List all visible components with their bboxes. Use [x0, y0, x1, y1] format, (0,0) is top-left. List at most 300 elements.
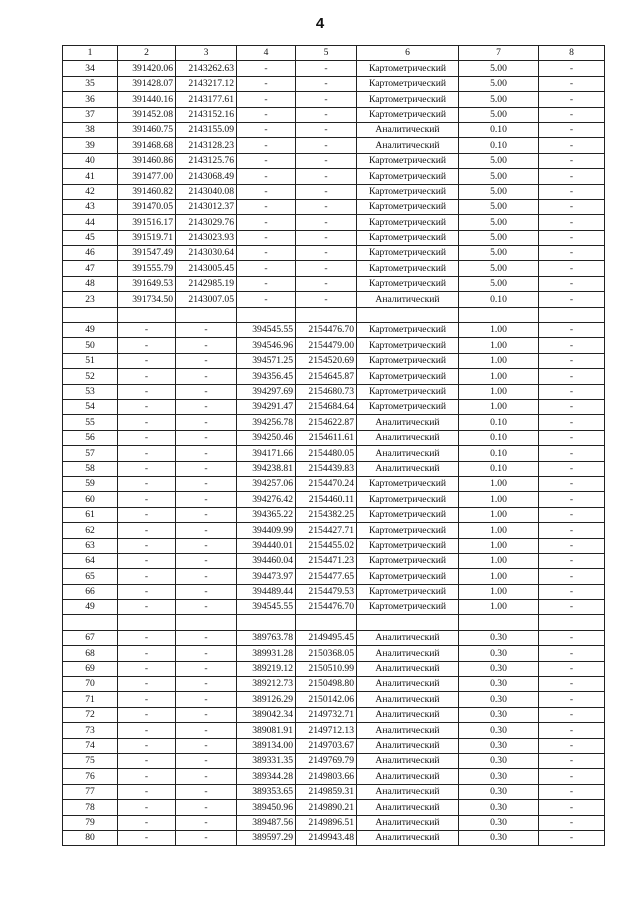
table-cell: 1.00 — [459, 399, 539, 414]
table-cell: 5.00 — [459, 61, 539, 76]
table-cell: 44 — [63, 215, 118, 230]
table-cell: - — [118, 553, 176, 568]
table-cell: 389450.96 — [237, 800, 296, 815]
table-cell: 394440.01 — [237, 538, 296, 553]
table-cell: 2154439.83 — [296, 461, 357, 476]
column-header: 8 — [539, 46, 605, 61]
table-cell: Картометрический — [357, 76, 459, 91]
table-cell: - — [118, 507, 176, 522]
table-cell: 45 — [63, 230, 118, 245]
table-cell: 75 — [63, 753, 118, 768]
table-cell: 39 — [63, 138, 118, 153]
table-cell: - — [176, 661, 237, 676]
table-cell: 5.00 — [459, 107, 539, 122]
table-cell: 1.00 — [459, 338, 539, 353]
table-cell: Картометрический — [357, 523, 459, 538]
table-cell: - — [539, 246, 605, 261]
column-header: 7 — [459, 46, 539, 61]
table-cell: 60 — [63, 492, 118, 507]
table-cell: 2154427.71 — [296, 523, 357, 538]
table-cell: Картометрический — [357, 153, 459, 168]
table-cell: - — [539, 107, 605, 122]
table-cell: - — [118, 677, 176, 692]
separator-row — [63, 307, 605, 322]
empty-cell — [357, 307, 459, 322]
table-cell: Картометрический — [357, 538, 459, 553]
table-cell: - — [237, 215, 296, 230]
table-cell: 2154684.64 — [296, 399, 357, 414]
table-cell: - — [539, 261, 605, 276]
empty-cell — [237, 615, 296, 630]
table-cell: - — [176, 769, 237, 784]
table-cell: - — [296, 107, 357, 122]
table-cell: 62 — [63, 523, 118, 538]
column-header: 2 — [118, 46, 176, 61]
table-cell: 2154476.70 — [296, 600, 357, 615]
table-row — [63, 646, 605, 661]
table-cell: - — [539, 538, 605, 553]
table-cell: - — [539, 723, 605, 738]
column-header: 4 — [237, 46, 296, 61]
table-cell: Картометрический — [357, 61, 459, 76]
table-cell: 49 — [63, 600, 118, 615]
table-cell: - — [176, 323, 237, 338]
table-cell: 5.00 — [459, 184, 539, 199]
table-cell: 80 — [63, 830, 118, 845]
table-row — [63, 661, 605, 676]
table-row — [63, 446, 605, 461]
table-cell: 389763.78 — [237, 630, 296, 645]
table-row — [63, 753, 605, 768]
table-cell: - — [296, 215, 357, 230]
table-cell: 394409.99 — [237, 523, 296, 538]
table-cell: 72 — [63, 707, 118, 722]
table-cell: 0.30 — [459, 677, 539, 692]
table-cell: 2149890.21 — [296, 800, 357, 815]
table-cell: 391477.00 — [118, 169, 176, 184]
table-cell: - — [539, 692, 605, 707]
table-cell: 40 — [63, 153, 118, 168]
table-cell: 71 — [63, 692, 118, 707]
column-header: 5 — [296, 46, 357, 61]
table-cell: - — [176, 800, 237, 815]
table-cell: - — [118, 569, 176, 584]
column-header: 6 — [357, 46, 459, 61]
table-cell: - — [539, 800, 605, 815]
table-cell: - — [539, 461, 605, 476]
table-cell: 389353.65 — [237, 784, 296, 799]
table-cell: 389344.28 — [237, 769, 296, 784]
table-cell: 5.00 — [459, 246, 539, 261]
table-cell: 394460.04 — [237, 553, 296, 568]
table-cell: 389931.28 — [237, 646, 296, 661]
table-cell: 2154455.02 — [296, 538, 357, 553]
table-cell: 391428.07 — [118, 76, 176, 91]
table-cell: 394473.97 — [237, 569, 296, 584]
table-cell: 1.00 — [459, 600, 539, 615]
table-cell: - — [118, 738, 176, 753]
table-cell: 394291.47 — [237, 399, 296, 414]
table-cell: 70 — [63, 677, 118, 692]
table-cell: 69 — [63, 661, 118, 676]
table-cell: Аналитический — [357, 769, 459, 784]
table-cell: 35 — [63, 76, 118, 91]
table-cell: - — [118, 430, 176, 445]
table-cell: 2143152.16 — [176, 107, 237, 122]
table-cell: Аналитический — [357, 692, 459, 707]
table-cell: - — [539, 276, 605, 291]
table-cell: - — [237, 153, 296, 168]
table-cell: 2154476.70 — [296, 323, 357, 338]
table-cell: 50 — [63, 338, 118, 353]
table-cell: 1.00 — [459, 323, 539, 338]
table-cell: 59 — [63, 476, 118, 491]
table-row — [63, 138, 605, 153]
empty-cell — [357, 615, 459, 630]
table-row — [63, 830, 605, 845]
table-cell: 68 — [63, 646, 118, 661]
table-cell: 394257.06 — [237, 476, 296, 491]
table-cell: - — [539, 661, 605, 676]
table-row — [63, 461, 605, 476]
table-cell: 38 — [63, 122, 118, 137]
table-cell: 2143155.09 — [176, 122, 237, 137]
table-cell: Картометрический — [357, 230, 459, 245]
table-cell: - — [539, 446, 605, 461]
table-cell: Картометрический — [357, 276, 459, 291]
table-cell: - — [539, 646, 605, 661]
table-cell: - — [296, 246, 357, 261]
table-cell: Картометрический — [357, 584, 459, 599]
table-cell: 394546.96 — [237, 338, 296, 353]
table-cell: 2142985.19 — [176, 276, 237, 291]
table-cell: 0.10 — [459, 461, 539, 476]
table-cell: 0.30 — [459, 646, 539, 661]
table-cell: 2143029.76 — [176, 215, 237, 230]
table-cell: - — [296, 153, 357, 168]
table-cell: Картометрический — [357, 215, 459, 230]
table-cell: - — [539, 415, 605, 430]
table-cell: - — [118, 707, 176, 722]
table-cell: - — [176, 692, 237, 707]
empty-cell — [118, 307, 176, 322]
table-cell: - — [237, 246, 296, 261]
table-cell: - — [296, 199, 357, 214]
table-cell: 2154480.05 — [296, 446, 357, 461]
table-cell: 389219.12 — [237, 661, 296, 676]
table-row — [63, 323, 605, 338]
table-cell: 394238.81 — [237, 461, 296, 476]
table-cell: 394297.69 — [237, 384, 296, 399]
table-cell: 1.00 — [459, 569, 539, 584]
table-cell: Аналитический — [357, 446, 459, 461]
table-cell: 0.30 — [459, 815, 539, 830]
table-row — [63, 492, 605, 507]
table-row — [63, 784, 605, 799]
table-cell: 1.00 — [459, 523, 539, 538]
table-header-row — [63, 46, 605, 61]
table-cell: 394356.45 — [237, 369, 296, 384]
table-cell: Картометрический — [357, 323, 459, 338]
table-cell: - — [118, 784, 176, 799]
table-cell: Картометрический — [357, 553, 459, 568]
table-row — [63, 199, 605, 214]
table-cell: 2154622.87 — [296, 415, 357, 430]
table-cell: 2154470.24 — [296, 476, 357, 491]
table-cell: - — [176, 399, 237, 414]
table-cell: - — [539, 430, 605, 445]
table-cell: 391460.82 — [118, 184, 176, 199]
table-cell: - — [539, 369, 605, 384]
table-row — [63, 276, 605, 291]
table-cell: 2143128.23 — [176, 138, 237, 153]
table-cell: 65 — [63, 569, 118, 584]
table-cell: Аналитический — [357, 646, 459, 661]
table-cell: Аналитический — [357, 138, 459, 153]
table-cell: - — [237, 199, 296, 214]
table-cell: 61 — [63, 507, 118, 522]
table-cell: 54 — [63, 399, 118, 414]
table-cell: 55 — [63, 415, 118, 430]
table-cell: - — [118, 630, 176, 645]
table-cell: - — [237, 107, 296, 122]
empty-cell — [459, 615, 539, 630]
table-cell: 2154479.53 — [296, 584, 357, 599]
table-cell: - — [176, 707, 237, 722]
table-cell: - — [176, 753, 237, 768]
table-cell: - — [118, 830, 176, 845]
table-cell: - — [176, 569, 237, 584]
table-cell: - — [176, 353, 237, 368]
table-cell: - — [296, 184, 357, 199]
table-cell: 0.30 — [459, 753, 539, 768]
page-number: 4 — [315, 15, 325, 32]
table-cell: - — [237, 261, 296, 276]
empty-cell — [176, 615, 237, 630]
table-cell: 0.10 — [459, 138, 539, 153]
table-cell: - — [539, 492, 605, 507]
table-cell: 2154611.61 — [296, 430, 357, 445]
coordinates-table — [62, 45, 605, 846]
table-cell: - — [539, 76, 605, 91]
table-cell: Аналитический — [357, 800, 459, 815]
table-cell: - — [296, 276, 357, 291]
table-cell: 394489.44 — [237, 584, 296, 599]
table-cell: - — [539, 61, 605, 76]
table-cell: 0.30 — [459, 830, 539, 845]
table-cell: - — [176, 446, 237, 461]
table-cell: - — [296, 230, 357, 245]
table-row — [63, 553, 605, 568]
table-cell: 47 — [63, 261, 118, 276]
table-cell: Аналитический — [357, 461, 459, 476]
table-cell: - — [539, 215, 605, 230]
table-cell: 389081.91 — [237, 723, 296, 738]
table-cell: - — [296, 169, 357, 184]
table-cell: 391440.16 — [118, 92, 176, 107]
table-cell: - — [237, 92, 296, 107]
table-cell: 394365.22 — [237, 507, 296, 522]
table-cell: 389042.34 — [237, 707, 296, 722]
table-cell: 391734.50 — [118, 292, 176, 307]
table-cell: 394171.66 — [237, 446, 296, 461]
table-cell: 389597.29 — [237, 830, 296, 845]
table-cell: 391460.86 — [118, 153, 176, 168]
table-cell: 2150510.99 — [296, 661, 357, 676]
table-cell: 2154645.87 — [296, 369, 357, 384]
table-cell: - — [118, 815, 176, 830]
table-cell: - — [118, 753, 176, 768]
table-cell: - — [118, 446, 176, 461]
table-cell: 391468.68 — [118, 138, 176, 153]
table-cell: 0.10 — [459, 446, 539, 461]
table-cell: - — [539, 569, 605, 584]
table-cell: - — [118, 415, 176, 430]
table-cell: - — [118, 800, 176, 815]
table-cell: 2143023.93 — [176, 230, 237, 245]
table-cell: - — [118, 384, 176, 399]
table-cell: 389331.35 — [237, 753, 296, 768]
empty-cell — [63, 615, 118, 630]
table-cell: Картометрический — [357, 246, 459, 261]
table-cell: 1.00 — [459, 369, 539, 384]
table-cell: 0.10 — [459, 430, 539, 445]
table-cell: Аналитический — [357, 830, 459, 845]
table-cell: 391649.53 — [118, 276, 176, 291]
table-cell: - — [118, 399, 176, 414]
table-cell: 391460.75 — [118, 122, 176, 137]
table-cell: - — [118, 353, 176, 368]
table-cell: 46 — [63, 246, 118, 261]
table-cell: - — [118, 523, 176, 538]
table-cell: 58 — [63, 461, 118, 476]
table-cell: - — [237, 61, 296, 76]
table-cell: - — [176, 815, 237, 830]
table-cell: - — [539, 507, 605, 522]
empty-cell — [176, 307, 237, 322]
table-cell: 5.00 — [459, 199, 539, 214]
table-cell: - — [237, 184, 296, 199]
table-cell: - — [176, 384, 237, 399]
table-cell: 0.30 — [459, 784, 539, 799]
table-cell: 389487.56 — [237, 815, 296, 830]
table-cell: 394276.42 — [237, 492, 296, 507]
table-cell: 2150142.06 — [296, 692, 357, 707]
table-cell: Аналитический — [357, 677, 459, 692]
table-cell: Аналитический — [357, 430, 459, 445]
table-cell: Аналитический — [357, 661, 459, 676]
table-cell: - — [118, 600, 176, 615]
table-cell: - — [118, 661, 176, 676]
empty-cell — [237, 307, 296, 322]
table-cell: - — [296, 138, 357, 153]
table-cell: 48 — [63, 276, 118, 291]
table-cell: - — [237, 276, 296, 291]
table-cell: Аналитический — [357, 784, 459, 799]
separator-row — [63, 615, 605, 630]
table-row — [63, 600, 605, 615]
table-cell: 36 — [63, 92, 118, 107]
table-cell: Картометрический — [357, 507, 459, 522]
table-cell: - — [539, 353, 605, 368]
table-row — [63, 523, 605, 538]
table-cell: 53 — [63, 384, 118, 399]
table-cell: 0.10 — [459, 292, 539, 307]
table-cell: 2143262.63 — [176, 61, 237, 76]
table-cell: 57 — [63, 446, 118, 461]
table-cell: 23 — [63, 292, 118, 307]
table-row — [63, 707, 605, 722]
table-row — [63, 338, 605, 353]
table-cell: 5.00 — [459, 169, 539, 184]
table-cell: - — [176, 553, 237, 568]
table-row — [63, 107, 605, 122]
table-cell: 34 — [63, 61, 118, 76]
table-cell: Картометрический — [357, 338, 459, 353]
table-cell: 2143177.61 — [176, 92, 237, 107]
table-row — [63, 800, 605, 815]
table-cell: - — [118, 369, 176, 384]
table-cell: Картометрический — [357, 199, 459, 214]
column-header: 3 — [176, 46, 237, 61]
table-cell: 0.30 — [459, 661, 539, 676]
table-cell: - — [539, 399, 605, 414]
table-cell: - — [176, 738, 237, 753]
table-row — [63, 369, 605, 384]
table-cell: - — [539, 769, 605, 784]
table-cell: Аналитический — [357, 723, 459, 738]
table-cell: 79 — [63, 815, 118, 830]
table-cell: 5.00 — [459, 153, 539, 168]
table-cell: Картометрический — [357, 261, 459, 276]
table-cell: Картометрический — [357, 107, 459, 122]
table-cell: - — [539, 677, 605, 692]
table-cell: 1.00 — [459, 507, 539, 522]
table-row — [63, 630, 605, 645]
table-cell: - — [176, 461, 237, 476]
table-cell: 2154477.65 — [296, 569, 357, 584]
table-body — [63, 46, 605, 846]
table-row — [63, 476, 605, 491]
table-cell: Картометрический — [357, 169, 459, 184]
table-row — [63, 430, 605, 445]
table-cell: - — [176, 646, 237, 661]
table-cell: 2149896.51 — [296, 815, 357, 830]
empty-cell — [63, 307, 118, 322]
table-cell: - — [118, 538, 176, 553]
table-row — [63, 769, 605, 784]
table-cell: Картометрический — [357, 353, 459, 368]
table-cell: - — [176, 723, 237, 738]
table-cell: - — [539, 707, 605, 722]
table-cell: 2154479.00 — [296, 338, 357, 353]
table-cell: 0.30 — [459, 692, 539, 707]
table-cell: 5.00 — [459, 92, 539, 107]
table-cell: - — [118, 492, 176, 507]
table-cell: 2149943.48 — [296, 830, 357, 845]
table-cell: - — [539, 753, 605, 768]
table-row — [63, 399, 605, 414]
table-cell: Картометрический — [357, 492, 459, 507]
table-cell: - — [176, 430, 237, 445]
table-cell: 37 — [63, 107, 118, 122]
table-row — [63, 815, 605, 830]
table-cell: 2154520.69 — [296, 353, 357, 368]
table-cell: - — [176, 338, 237, 353]
table-cell: 391547.49 — [118, 246, 176, 261]
table-row — [63, 569, 605, 584]
table-cell: 42 — [63, 184, 118, 199]
